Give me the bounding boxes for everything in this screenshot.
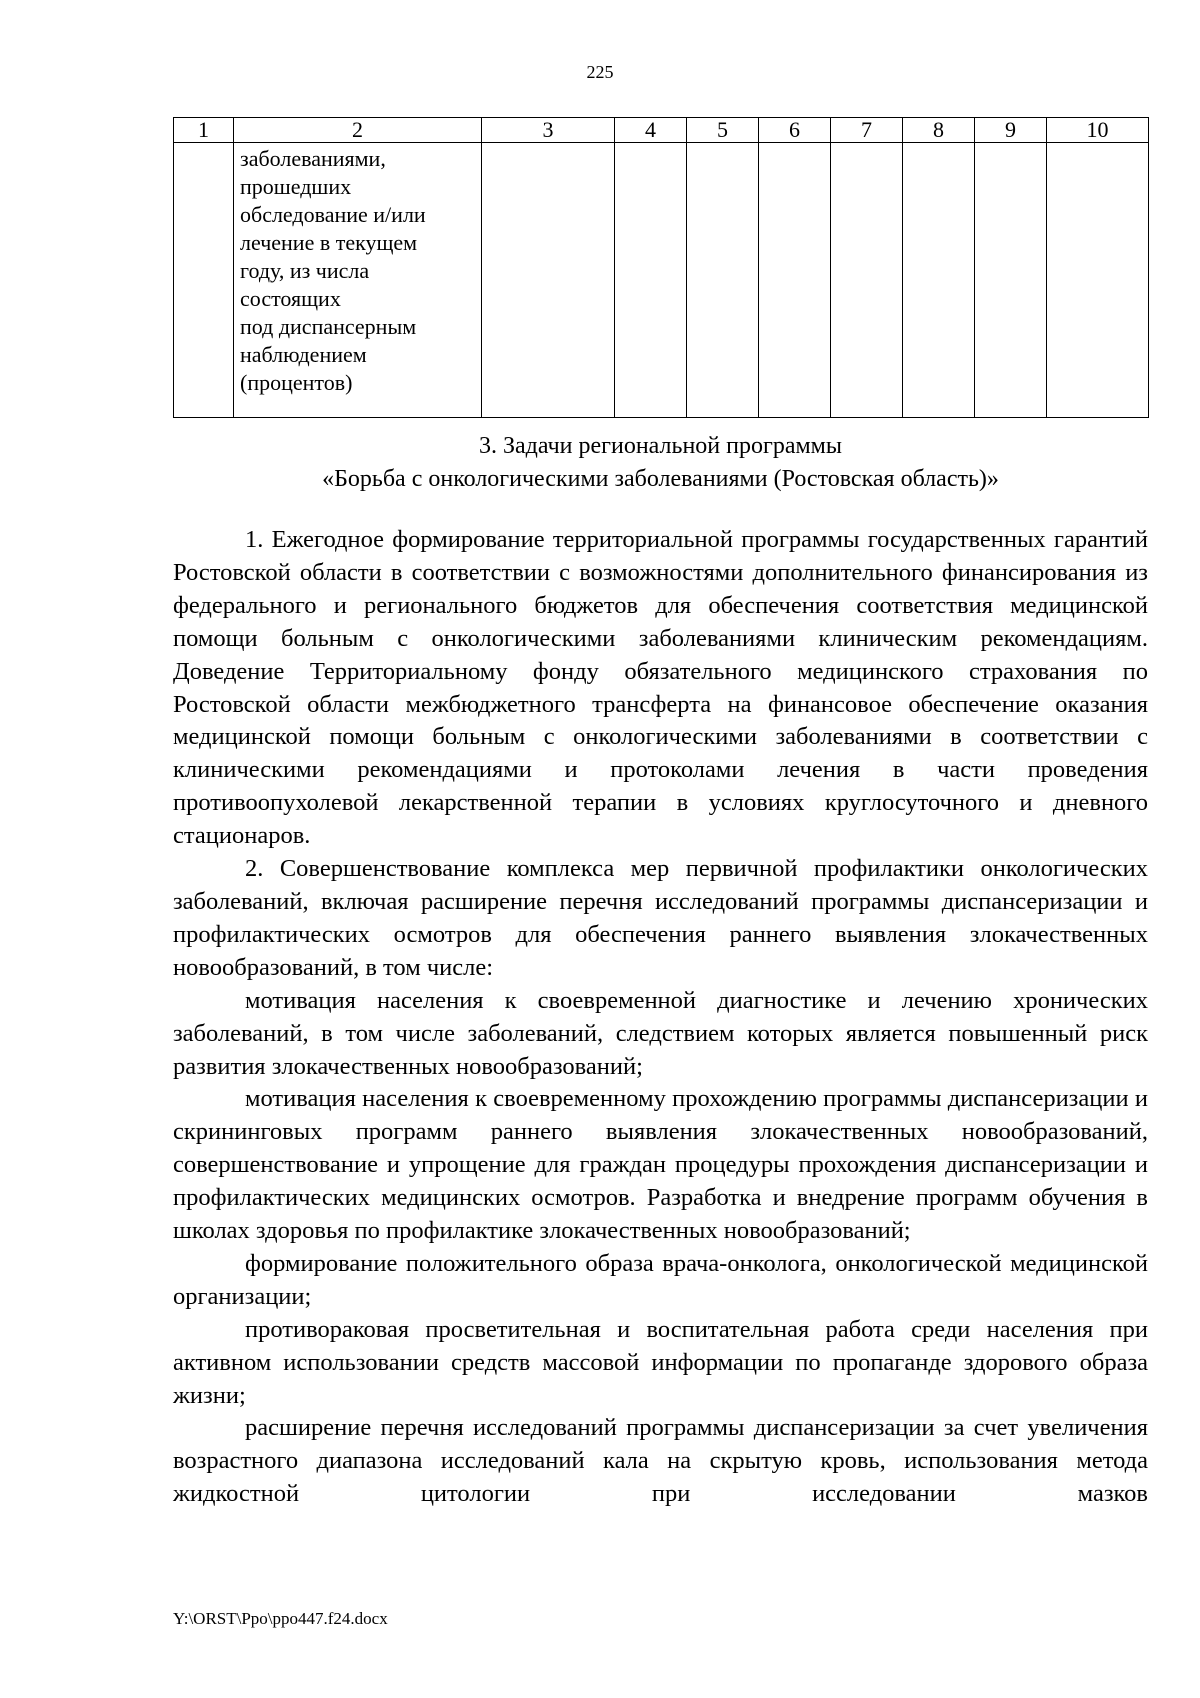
- table-cell: [482, 143, 615, 418]
- table-header-row: [174, 118, 1149, 143]
- table-header-cell: 3: [482, 118, 615, 143]
- table-row: [174, 143, 1149, 418]
- table-header-cell: 7: [831, 118, 903, 143]
- table-cell: [174, 143, 234, 418]
- paragraph: 1. Ежегодное формирование территориальной программы государственных гарантий Ростовской области в соответствии с возможностями дополнительного финансирования из федерального и регионального бюджетов для обеспечения соответствия медицинской помощи больным с онкологическими заболеваниями клиническим рекомендациям. Доведение Территориальному фонду обязательного медицинского страхования по Ростовской области межбюджетного трансферта на финансовое обеспечение оказания медицинской помощи больным с онкологическими заболеваниями в соответствии с клиническими рекомендациями и протоколами лечения в части проведения противоопухолевой лекарственной терапии в условиях круглосуточного и дневного стационаров.: [173, 526, 1148, 850]
- table-cell: [903, 143, 975, 418]
- indicator-name-line: лечение в текущем: [240, 230, 418, 255]
- table-header-cell: 6: [759, 118, 831, 143]
- indicator-name-line: наблюдением: [240, 342, 367, 367]
- table-cell: [975, 143, 1047, 418]
- footer-file-path: Y:\ORST\Ppo\ppo447.f24.docx: [173, 1609, 388, 1628]
- indicator-name-line: (процентов): [240, 370, 353, 395]
- table-header-cell: 9: [975, 118, 1047, 143]
- table-header-cell: 8: [903, 118, 975, 143]
- table-cell: [615, 143, 687, 418]
- table-cell: [759, 143, 831, 418]
- table-cell: [831, 143, 903, 418]
- indicator-name-cell: [234, 143, 482, 418]
- indicator-name-line: под диспансерным: [240, 314, 417, 339]
- table-cell: [1047, 143, 1149, 418]
- table-header-cell: 1: [174, 118, 234, 143]
- section-title: [173, 430, 1148, 496]
- section-title-line: 3. Задачи региональной программы: [479, 433, 842, 459]
- paragraph: 2. Совершенствование комплекса мер первичной профилактики онкологических заболеваний, включая расширение перечня исследований программы диспансеризации и профилактических осмотров для обеспечения раннего выявления злокачественных новообразований, в том числе:: [173, 855, 1148, 981]
- paragraph: мотивация населения к своевременному прохождению программы диспансеризации и скрининговых программ раннего выявления злокачественных новообразований, совершенствование и упрощение для граждан процедуры прохождения диспансеризации и профилактических медицинских осмотров. Разработка и внедрение программ обучения в школах здоровья по профилактике злокачественных новообразований;: [173, 1085, 1148, 1245]
- paragraph: противораковая просветительная и воспитательная работа среди населения при активном использовании средств массовой информации по пропаганде здорового образа жизни;: [173, 1315, 1148, 1409]
- paragraph: мотивация населения к своевременной диагностике и лечению хронических заболеваний, в том числе заболеваний, следствием которых является повышенный риск развития злокачественных новообразований;: [173, 986, 1148, 1080]
- indicator-name-line: состоящих: [240, 286, 341, 311]
- paragraph: формирование положительного образа врача-онколога, онкологической медицинской организации;: [173, 1249, 1148, 1310]
- table-header-cell: 4: [615, 118, 687, 143]
- page-number: 225: [586, 62, 614, 82]
- body-text: [173, 524, 1148, 1511]
- table-header-cell: 10: [1047, 118, 1149, 143]
- indicator-name-line: прошедших: [240, 174, 352, 199]
- section-title-line: «Борьба с онкологическими заболеваниями (Ростовская область)»: [322, 466, 999, 492]
- table-header-cell: 5: [687, 118, 759, 143]
- table-header-cell: 2: [234, 118, 482, 143]
- paragraph: расширение перечня исследований программы диспансеризации за счет увеличения возрастного диапазона исследований кала на скрытую кровь, использования метода жидкостной цитологии при исследовании мазков: [173, 1414, 1148, 1508]
- indicator-table: [173, 117, 1149, 418]
- indicator-name-line: году, из числа: [240, 258, 370, 283]
- indicator-name-line: обследование и/или: [240, 202, 426, 227]
- table-cell: [687, 143, 759, 418]
- indicator-name-line: заболеваниями,: [240, 146, 386, 171]
